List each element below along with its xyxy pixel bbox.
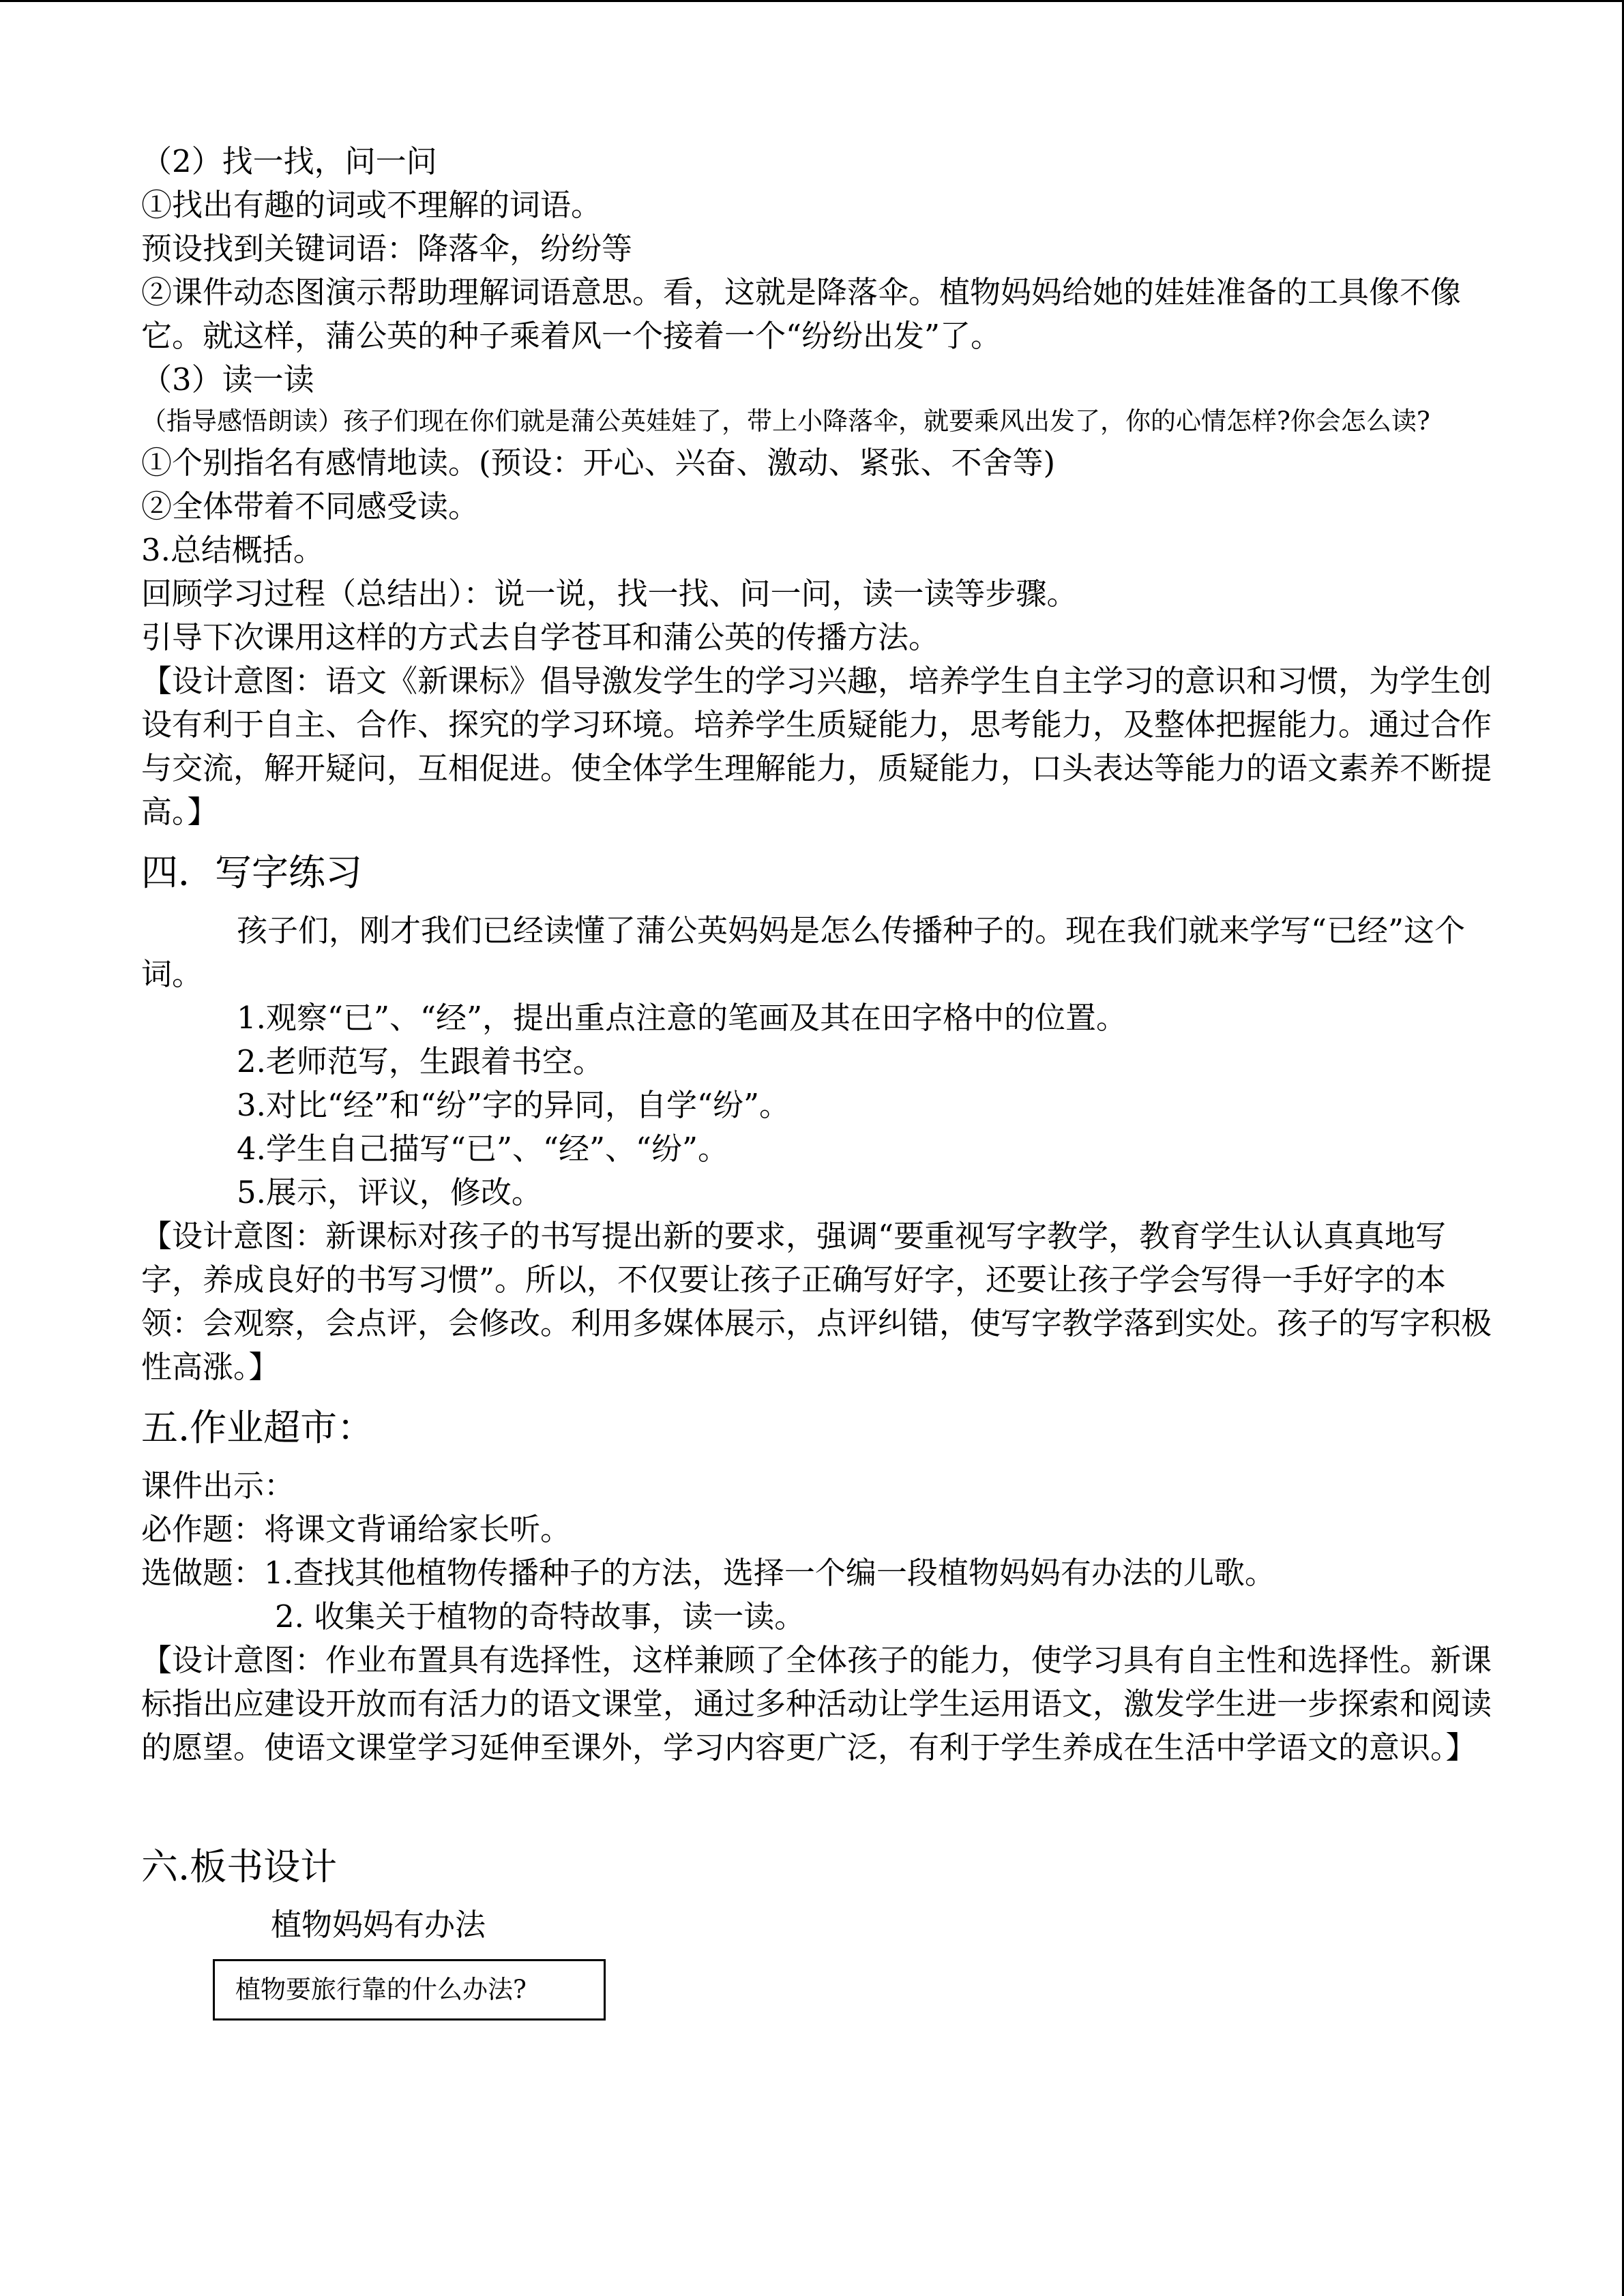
paragraph: ②全体带着不同感受读。 [141, 488, 479, 524]
writing-step: 4.学生自己描写“已”、“经”、“纷”。 [237, 1131, 728, 1167]
section-heading-board: 六.板书设计 [141, 1845, 338, 1888]
design-intent-5: 【设计意图：作业布置具有选择性，这样兼顾了全体孩子的能力，使学习具有自主性和选择性。新课标指出应建设开放而有活力的语文课堂，通过多种活动让学生运用语文，激发学生进一步探索和阅读的愿望。使语文课堂学习延伸至课外，学习内容更广泛，有利于学生养成在生活中学语文的意识。】 [141, 1642, 1492, 1765]
design-intent-3: 【设计意图：语文《新课标》倡导激发学生的学习兴趣，培养学生自主学习的意识和习惯，为学生创设有利于自主、合作、探究的学习环境。培养学生质疑能力，思考能力，及整体把握能力。通过合作与交流，解开疑问，互相促进。使全体学生理解能力，质疑能力，口头表达等能力的语文素养不断提高。】 [141, 663, 1492, 830]
homework-optional-1: 选做题：1.查找其他植物传播种子的方法，选择一个编一段植物妈妈有办法的儿歌。 [141, 1555, 1275, 1591]
homework-optional-2: 2. 收集关于植物的奇特故事，读一读。 [275, 1598, 806, 1635]
writing-step: 5.展示，评议，修改。 [237, 1174, 542, 1210]
writing-step: 2.老师范写，生跟着书空。 [237, 1043, 604, 1079]
writing-step: 3.对比“经”和“纷”字的异同，自学“纷”。 [237, 1087, 790, 1123]
section-heading-homework: 五.作业超市： [141, 1406, 374, 1449]
section-heading-writing: 四．写字练习 [141, 851, 362, 894]
paragraph: 回顾学习过程（总结出）：说一说，找一找、问一问，读一读等步骤。 [141, 576, 1078, 612]
homework-required: 必作题：将课文背诵给家长听。 [141, 1511, 572, 1547]
paragraph: 预设找到关键词语：降落伞，纷纷等 [141, 230, 633, 267]
subsection-read: （3）读一读 [141, 361, 314, 398]
paragraph: ①个别指名有感情地读。(预设：开心、兴奋、激动、紧张、不舍等) [141, 445, 1056, 481]
paragraph: 3.总结概括。 [141, 532, 324, 568]
paragraph-guided-reading: （指导感悟朗读）孩子们现在你们就是蒲公英娃娃了，带上小降落伞，就要乘风出发了，你的心情怎样?你会怎么读? [141, 406, 1430, 436]
paragraph: 引导下次课用这样的方式去自学苍耳和蒲公英的传播方法。 [141, 619, 940, 655]
board-box: 植物要旅行靠的什么办法? [213, 1959, 606, 2021]
homework-courseware: 课件出示： [141, 1467, 295, 1504]
writing-step: 1.观察“已”、“经”，提出重点注意的笔画及其在田字格中的位置。 [237, 1000, 1127, 1036]
design-intent-4: 【设计意图：新课标对孩子的书写提出新的要求，强调“要重视写字教学，教育学生认认真真地写字，养成良好的书写习惯”。所以，不仅要让孩子正确写好字，还要让孩子学会写得一手好字的本领：会观察，会点评，会修改。利用多媒体展示，点评纠错，使写字教学落到实处。孩子的写字积极性高涨。】 [141, 1218, 1492, 1385]
document-body [141, 140, 1498, 2021]
board-title: 植物妈妈有办法 [271, 1907, 486, 1943]
paragraph: ①找出有趣的词或不理解的词语。 [141, 187, 602, 223]
writing-intro: 孩子们，刚才我们已经读懂了蒲公英妈妈是怎么传播种子的。现在我们就来学写“已经”这个词。 [141, 912, 1466, 992]
subsection-find-ask: （2）找一找，问一问 [141, 143, 437, 179]
paragraph: ②课件动态图演示帮助理解词语意思。看，这就是降落伞。植物妈妈给她的娃娃准备的工具像不像它。就这样，蒲公英的种子乘着风一个接着一个“纷纷出发”了。 [141, 274, 1462, 354]
